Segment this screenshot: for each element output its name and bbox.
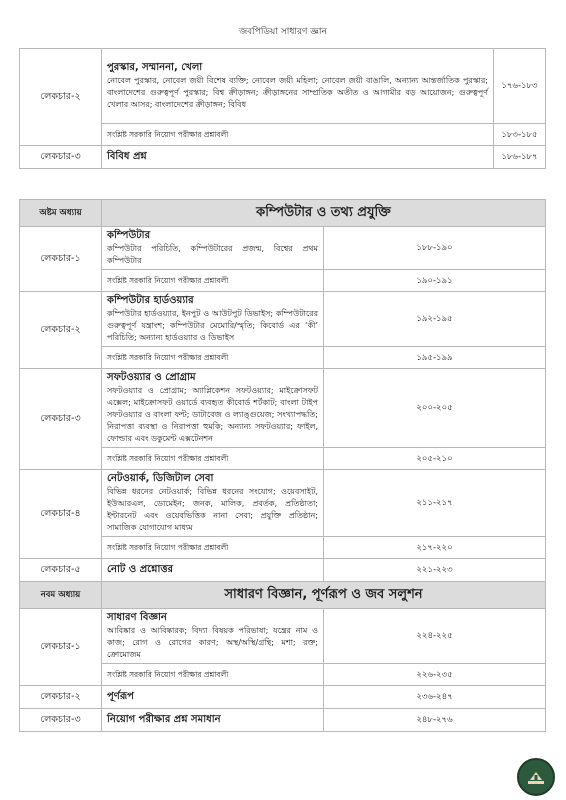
lecture-content (102, 369, 324, 448)
exam-questions-label: সংশ্লিষ্ট সরকারি নিয়োগ পরীক্ষার প্রশ্নাবলী (102, 124, 494, 146)
exam-page-range: ২২৬-২৩৫ (324, 664, 546, 686)
lecture-content (102, 470, 324, 537)
lecture-description: বিভিন্ন ধরনের নেটওয়ার্ক; বিভিন্ন ধরনের সংযোগ; ওয়েবসাইট, ইউআরএল, ডোমেইন; জনক, মালিক, প্রবর্তক, প্রতিষ্ঠাতা; ইন্টারনেট এবং ওয়েবভিত্তিক নানা সেবা; প্রযুক্তি প্রতিষ্ঠান; সামাজিক যোগাযোগ মাধ্যম (107, 487, 318, 532)
exam-page-range: ২১৭-২২০ (324, 537, 546, 559)
lecture-title: নেটওয়ার্ক, ডিজিটাল সেবা (107, 473, 214, 484)
page-range: ১৮৮-১৯০ (324, 227, 546, 270)
exam-page-range: ১৯০-১৯১ (324, 270, 546, 292)
lecture-content (102, 709, 324, 732)
toc-row (20, 609, 546, 664)
lecture-label: লেকচার-৩ (20, 369, 102, 470)
lecture-title: কম্পিউটার হার্ডওয়্যার (107, 295, 194, 306)
exam-page-range: ১৯৫-১৯৯ (324, 347, 546, 369)
lecture-label: লেকচার-২ (20, 686, 102, 709)
chapter-title: সাধারণ বিজ্ঞান, পূর্ণরূপ ও জব সলুশন (102, 582, 546, 609)
lecture-description: কম্পিউটার পরিচিতি, কম্পিউটারের প্রজন্ম, বিশ্বের প্রথম কম্পিউটার (107, 244, 318, 265)
chapter-label: অষ্টম অধ্যায় (20, 200, 102, 227)
exam-page-range: ২০৫-২১০ (324, 448, 546, 470)
toc-row (20, 227, 546, 270)
page-range: ১৭৬-১৮৩ (494, 49, 546, 124)
toc-row (20, 686, 546, 709)
chapter-header-row (20, 200, 546, 227)
book-emblem-icon (517, 758, 555, 796)
page-range: ১৮৬-১৮৭ (494, 146, 546, 169)
lecture-content (102, 146, 494, 169)
lecture-label: লেকচার-৪ (20, 470, 102, 559)
lecture-title: পুরস্কার, সম্মাননা, খেলা (107, 62, 203, 73)
toc-row (20, 709, 546, 732)
lecture-content (102, 559, 324, 582)
exam-questions-label: সংশ্লিষ্ট সরকারি নিয়োগ পরীক্ষার প্রশ্নাবলী (102, 270, 324, 292)
lecture-content (102, 49, 494, 124)
chapter-label: নবম অধ্যায় (20, 582, 102, 609)
lecture-description: আবিষ্কার ও আবিষ্কারক; বিদ্যা বিষয়ক পরিভাষা; যন্ত্রের নাম ও কাজ; রোগ ও রোগের কারণ; অস্থ/অস্থি/গ্রন্থি; মশা; রক্ত; ক্রোমোজম (107, 626, 318, 659)
lecture-content (102, 686, 324, 709)
lecture-title: কম্পিউটার (107, 230, 151, 241)
lecture-content (102, 227, 324, 270)
page-range: ২৩৬-২৪৭ (324, 686, 546, 709)
lecture-title: নোট ও প্রশ্নোত্তর (107, 564, 174, 575)
toc-table-previous-chapter (19, 48, 546, 169)
lecture-title: পূর্ণরূপ (107, 691, 134, 702)
lecture-content (102, 609, 324, 664)
lecture-label: লেকচার-২ (20, 49, 102, 146)
page-range: ২৪৮-২৭৬ (324, 709, 546, 732)
page-range: ২২১-২২৩ (324, 559, 546, 582)
lecture-label: লেকচার-৩ (20, 146, 102, 169)
lecture-description: সফটওয়্যার ও প্রোগ্রাম; অ্যাপ্লিকেশন সফটওয়্যার; মাইক্রোসফট এক্সেল; মাইক্রোসফট ওয়ার্ডে ব্যবহৃত কীবোর্ড শর্টকাট; বাংলা টাইপ সফটওয়্যার ও বাংলা ফন্ট; ডাটাবেজ ও ল্যাঙ্গুয়েজ; সংখ্যাপদ্ধতি; নিরাপত্তা ব্যবস্থা ও নিরাপত্তা হুমকি; অন্যান্য সফটওয়্যার; ফাইল, ফোল্ডার এবং ডকুমেন্ট এক্সটেনশন (107, 386, 318, 443)
page-range: ২০০-২০৫ (324, 369, 546, 448)
toc-row (20, 292, 546, 347)
page-range: ২১১-২১৭ (324, 470, 546, 537)
exam-page-range: ১৮৩-১৮৫ (494, 124, 546, 146)
chapter-title: কম্পিউটার ও তথ্য প্রযুক্তি (102, 200, 546, 227)
lecture-title: সাধারণ বিজ্ঞান (107, 612, 167, 623)
chapter-header-row (20, 582, 546, 609)
lecture-label: লেকচার-৫ (20, 559, 102, 582)
lecture-title: বিবিধ প্রশ্ন (107, 151, 147, 162)
toc-row (20, 559, 546, 582)
lecture-title: নিয়োগ পরীক্ষার প্রশ্ন সমাধান (107, 714, 221, 725)
exam-questions-label: সংশ্লিষ্ট সরকারি নিয়োগ পরীক্ষার প্রশ্নাবলী (102, 347, 324, 369)
lecture-label: লেকচার-২ (20, 292, 102, 369)
lecture-title: সফটওয়্যার ও প্রোগ্রাম (107, 372, 196, 383)
toc-row (20, 146, 546, 169)
page-range: ১৯২-১৯৫ (324, 292, 546, 347)
lecture-label: লেকচার-১ (20, 227, 102, 292)
lecture-content (102, 292, 324, 347)
exam-questions-label: সংশ্লিষ্ট সরকারি নিয়োগ পরীক্ষার প্রশ্নাবলী (102, 448, 324, 470)
exam-questions-label: সংশ্লিষ্ট সরকারি নিয়োগ পরীক্ষার প্রশ্নাবলী (102, 664, 324, 686)
toc-row (20, 470, 546, 537)
running-header: জবপিডিয়া সাধারণ জ্ঞান (239, 27, 327, 37)
lecture-label: লেকচার-৩ (20, 709, 102, 732)
lecture-description: কম্পিউটার হার্ডওয়্যার, ইনপুট ও আউটপুট ডিভাইস; কম্পিউটারের গুরুত্বপূর্ণ যন্ত্রাংশ; কম্পিউটার মেমোরি/স্মৃতি; কিবোর্ড এর ‘কী’ পরিচিতি; অন্যান্য হার্ডওয়্যার ও ডিভাইস (107, 309, 318, 342)
lecture-description: নোবেল পুরস্কার, নোবেল জয়ী বিশেষ ব্যক্তি; নোবেল জয়ী মহিলা; নোবেল জয়ী বাঙালি, অন্যান্য আন্তর্জাতিক পুরস্কার; বাংলাদেশের গুরুত্বপূর্ণ পুরস্কার; বিশ্ব ক্রীড়াঙ্গন; ক্রীড়াঙ্গনের সাম্প্রতিক অতীত ও আগামীর বড় আয়োজন; গুরুত্বপূর্ণ খেলার আসর; বাংলাদেশের ক্রীড়াঙ্গন; বিবিধ (107, 76, 488, 109)
toc-table-main (19, 199, 546, 732)
lecture-label: লেকচার-১ (20, 609, 102, 686)
toc-row (20, 49, 546, 124)
toc-row (20, 369, 546, 448)
exam-questions-label: সংশ্লিষ্ট সরকারি নিয়োগ পরীক্ষার প্রশ্নাবলী (102, 537, 324, 559)
page-range: ২২৪-২২৫ (324, 609, 546, 664)
